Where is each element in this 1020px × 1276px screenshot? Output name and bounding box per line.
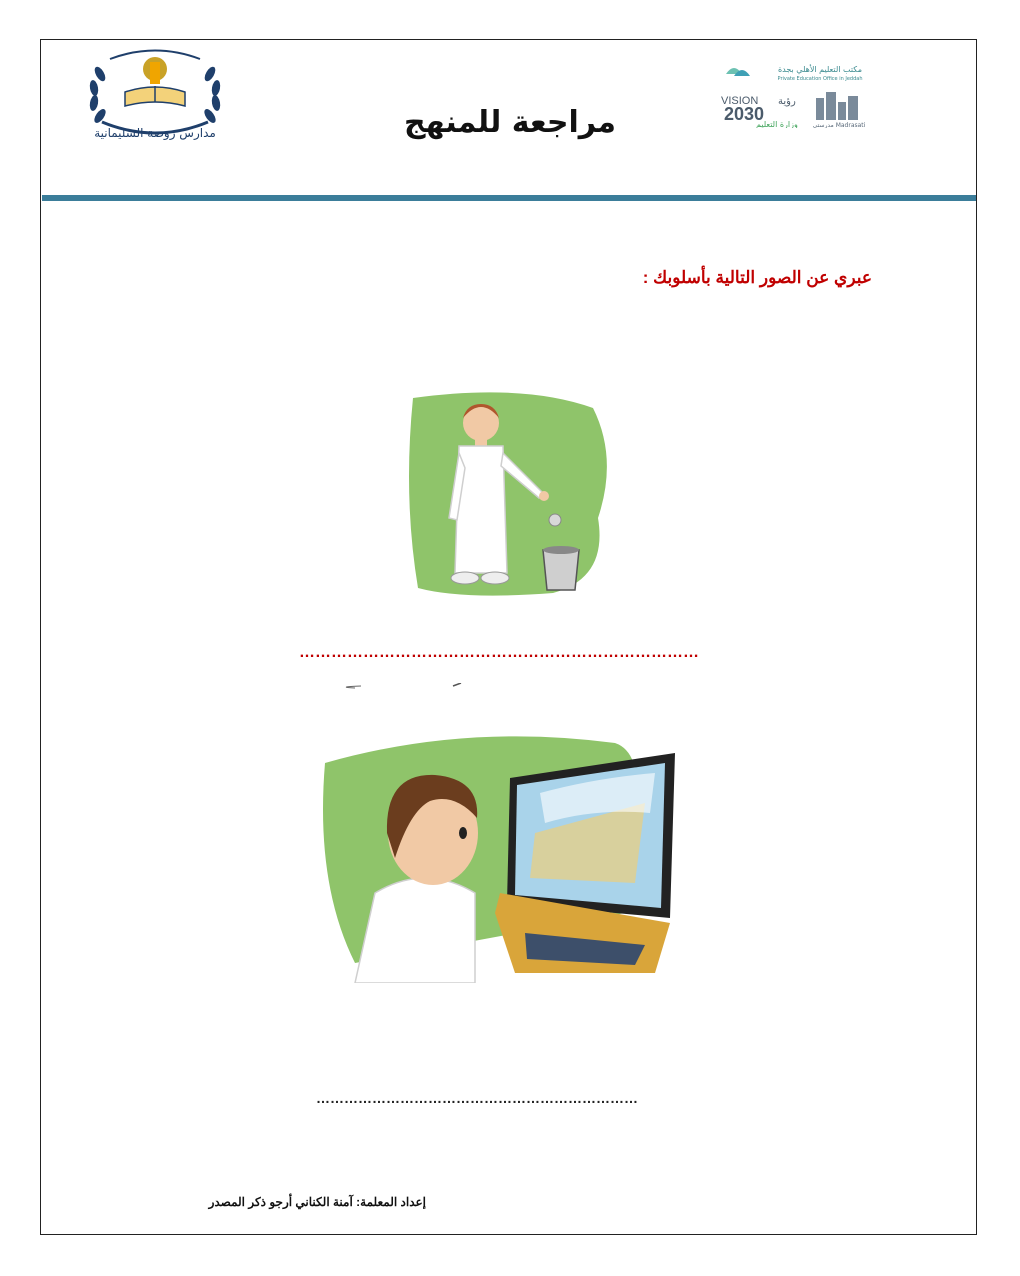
boy-watching-tv-image [315, 683, 691, 983]
vision-label-ar: رؤية [778, 96, 796, 107]
office-name-ar: مكتب التعليم الأهلي بجدة [777, 65, 863, 74]
page-border [40, 39, 977, 1235]
school-logo-text: مدارس روضة السليمانية [94, 126, 216, 140]
header-divider [42, 195, 976, 201]
page-title: مراجعة للمنهج [403, 105, 616, 140]
ministry-name: وزارة التعليم [756, 120, 798, 128]
office-name-en: Private Education Office in Jeddah [777, 76, 863, 82]
vision-year: 2030 [724, 104, 765, 124]
vision-label: VISION [721, 95, 759, 107]
instruction-text: عبري عن الصور التالية بأسلوبك : [642, 268, 872, 287]
boy-throwing-trash-image [403, 378, 617, 600]
madrasati-label: مدرستي Madrasati [812, 122, 866, 128]
answer-line-2[interactable]: …………………………………………………………… [316, 1090, 638, 1106]
footer-credit: إعداد المعلمة: آمنة الكناني أرجو ذكر المصدر [208, 1195, 426, 1209]
answer-line-1[interactable]: ………………………………………………………………… [299, 644, 699, 661]
